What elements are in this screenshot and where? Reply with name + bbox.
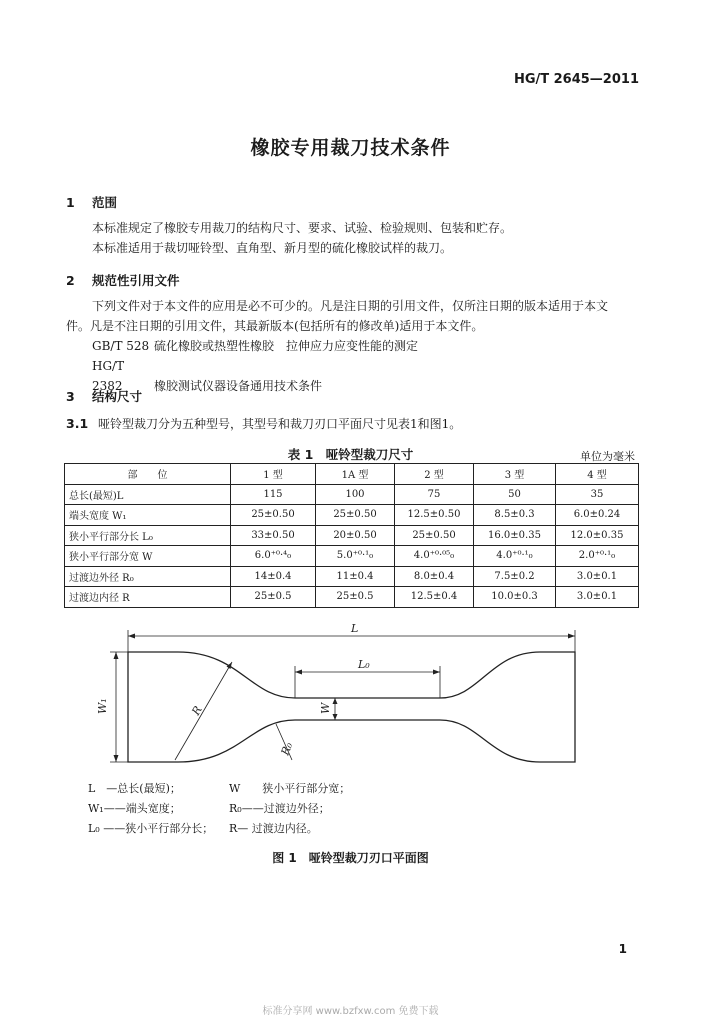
- table-cell: 2.0⁺⁰·¹₀: [556, 546, 639, 567]
- section-2-paragraph-line-1: 下列文件对于本文件的应用是必不可少的。凡是注日期的引用文件，仅所注日期的版本适用于本文: [92, 299, 609, 313]
- section-title: 规范性引用文件: [92, 273, 180, 288]
- table-cell: 12.5±0.4: [395, 587, 474, 608]
- table-cell: 11±0.4: [316, 566, 395, 587]
- reference-title: 硫化橡胶或热塑性橡胶 拉伸应力应变性能的测定: [154, 339, 419, 353]
- reference-gb-t-528: [92, 336, 418, 356]
- table-row: [65, 484, 639, 505]
- table-cell: 25±0.50: [316, 505, 395, 526]
- table-row: [65, 505, 639, 526]
- section-1-paragraph-2: 本标准适用于裁切哑铃型、直角型、新月型的硫化橡胶试样的裁刀。: [92, 241, 453, 255]
- table-cell: 50: [474, 484, 556, 505]
- figure-label-W: W: [319, 702, 332, 714]
- standard-number: HG/T 2645—2011: [513, 72, 639, 87]
- section-1-heading: [66, 193, 117, 211]
- table-cell: 8.0±0.4: [395, 566, 474, 587]
- table-cell: 25±0.50: [231, 505, 316, 526]
- figure-legend-right: [229, 779, 350, 839]
- legend-item: R₀——过渡边外径；: [229, 802, 330, 815]
- figure-label-R: R: [189, 703, 205, 718]
- table-row: [65, 525, 639, 546]
- section-3-heading: [66, 387, 142, 405]
- table-cell: 12.0±0.35: [556, 525, 639, 546]
- table-cell: 端头宽度 W₁: [65, 505, 231, 526]
- table-header-cell: 部 位: [65, 464, 231, 485]
- table-cell: 过渡边外径 R₀: [65, 566, 231, 587]
- table-cell: 25±0.5: [316, 587, 395, 608]
- watermark-footer: 标准分享网 www.bzfxw.com 免费下载: [262, 1006, 439, 1017]
- table-cell: 35: [556, 484, 639, 505]
- subsection-number: 3.1: [66, 416, 89, 431]
- table-header-row: [65, 464, 639, 485]
- figure-label-L0: L₀: [358, 658, 370, 671]
- section-2-paragraph-line-2: 件。凡是不注日期的引用文件，其最新版本(包括所有的修改单)适用于本文件。: [66, 319, 484, 333]
- table-cell: 8.5±0.3: [474, 505, 556, 526]
- legend-item: W₁——端头宽度；: [88, 802, 181, 815]
- section-number: 3: [66, 389, 75, 404]
- table-header-cell: 3 型: [474, 464, 556, 485]
- dumbbell-cutter-figure: [0, 610, 701, 780]
- table-cell: 25±0.5: [231, 587, 316, 608]
- table-cell: 5.0⁺⁰·¹₀: [316, 546, 395, 567]
- table-row: [65, 566, 639, 587]
- table-cell: 7.5±0.2: [474, 566, 556, 587]
- table-cell: 115: [231, 484, 316, 505]
- table-cell: 狭小平行部分长 L₀: [65, 525, 231, 546]
- subsection-text: 哑铃型裁刀分为五种型号，其型号和裁刀刃口平面尺寸见表1和图1。: [98, 417, 462, 431]
- table-header-cell: 4 型: [556, 464, 639, 485]
- table-cell: 3.0±0.1: [556, 587, 639, 608]
- figure-label-R0: R₀: [278, 740, 296, 758]
- table-unit: 单位为毫米: [580, 450, 635, 463]
- reference-title: 橡胶测试仪器设备通用技术条件: [154, 379, 323, 393]
- table-header-cell: 2 型: [395, 464, 474, 485]
- dimension-table: [64, 463, 639, 608]
- legend-item: R— 过渡边内径。: [229, 822, 318, 835]
- table-cell: 12.5±0.50: [395, 505, 474, 526]
- table-cell: 过渡边内径 R: [65, 587, 231, 608]
- figure-label-L: L: [351, 622, 359, 635]
- table-cell: 6.0⁺⁰·⁴₀: [231, 546, 316, 567]
- table-header-cell: 1 型: [231, 464, 316, 485]
- legend-item: L₀ ——狭小平行部分长；: [88, 822, 214, 835]
- table-cell: 16.0±0.35: [474, 525, 556, 546]
- table-cell: 14±0.4: [231, 566, 316, 587]
- table-cell: 3.0±0.1: [556, 566, 639, 587]
- table-cell: 总长(最短)L: [65, 484, 231, 505]
- reference-code: GB/T 528: [92, 339, 150, 353]
- section-2-heading: [66, 271, 180, 289]
- table-row: [65, 546, 639, 567]
- table-cell: 4.0⁺⁰·¹₀: [474, 546, 556, 567]
- section-number: 2: [66, 273, 75, 288]
- table-cell: 狭小平行部分宽 W: [65, 546, 231, 567]
- table-cell: 20±0.50: [316, 525, 395, 546]
- legend-item: W 狭小平行部分宽；: [229, 782, 351, 795]
- figure-legend-left: [88, 779, 213, 839]
- table-cell: 75: [395, 484, 474, 505]
- section-1-paragraph-1: 本标准规定了橡胶专用裁刀的结构尺寸、要求、试验、检验规则、包装和贮存。: [92, 221, 513, 235]
- page-title: 橡胶专用裁刀技术条件: [250, 137, 451, 159]
- reference-code: HG/T 2382: [92, 359, 125, 393]
- table-header-cell: 1A 型: [316, 464, 395, 485]
- table-cell: 25±0.50: [395, 525, 474, 546]
- section-number: 1: [66, 195, 75, 210]
- table-cell: 33±0.50: [231, 525, 316, 546]
- table-cell: 10.0±0.3: [474, 587, 556, 608]
- table-cell: 6.0±0.24: [556, 505, 639, 526]
- table-caption: 表 1 哑铃型裁刀尺寸: [287, 447, 414, 462]
- subsection-3-1: [66, 414, 461, 434]
- figure-caption: 图 1 哑铃型裁刀刃口平面图: [272, 851, 429, 865]
- page-number: 1: [618, 942, 627, 956]
- table-cell: 100: [316, 484, 395, 505]
- legend-item: L —总长(最短)；: [88, 782, 181, 795]
- section-title: 结构尺寸: [92, 389, 143, 404]
- figure-label-W1: W₁: [96, 698, 109, 714]
- section-title: 范围: [92, 195, 118, 210]
- table-cell: 4.0⁺⁰·⁰⁵₀: [395, 546, 474, 567]
- table-row: [65, 587, 639, 608]
